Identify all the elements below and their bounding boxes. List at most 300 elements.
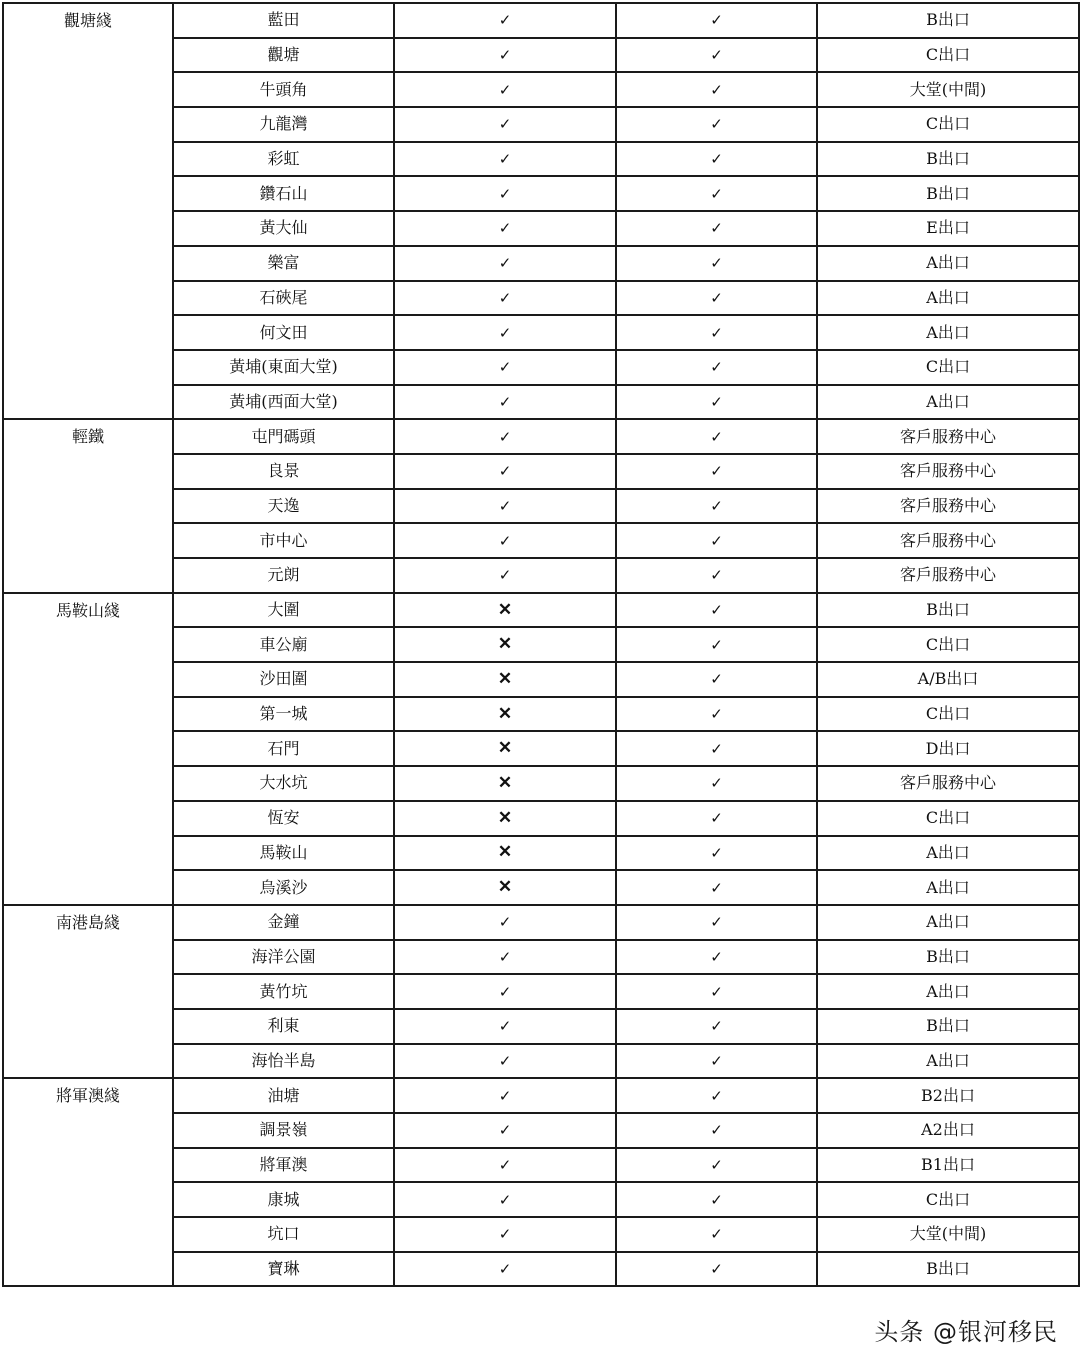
check-icon: ✓ <box>710 427 723 446</box>
location-cell <box>817 731 1079 766</box>
cross-icon: ✕ <box>497 703 513 724</box>
location-text: A出口 <box>926 842 970 862</box>
check-icon: ✓ <box>710 843 723 862</box>
line-name-cell: 觀塘綫 <box>3 3 173 419</box>
check-icon: ✓ <box>498 46 512 65</box>
station-name: 利東 <box>267 1016 300 1036</box>
station-name-cell <box>173 142 394 177</box>
station-name: 康城 <box>267 1189 300 1209</box>
mark-cell-1 <box>394 905 616 940</box>
check-icon: ✓ <box>498 1156 512 1175</box>
table-row <box>3 3 1079 38</box>
mark-cell-1 <box>394 72 616 107</box>
check-icon: ✓ <box>710 150 723 169</box>
check-icon: ✓ <box>710 878 723 897</box>
station-name-cell <box>173 3 394 38</box>
location-cell <box>817 1078 1079 1113</box>
location-cell <box>817 3 1079 38</box>
cross-icon: ✕ <box>497 738 513 759</box>
location-text: A出口 <box>926 253 970 273</box>
station-name-cell <box>173 766 394 801</box>
mark-cell-2 <box>616 350 817 385</box>
location-cell <box>817 627 1079 662</box>
mark-cell-2 <box>616 419 817 454</box>
mark-cell-2 <box>616 1182 817 1217</box>
location-cell <box>817 836 1079 871</box>
check-icon: ✓ <box>498 1121 512 1140</box>
station-name-cell <box>173 38 394 73</box>
location-text: 大堂(中間) <box>909 1224 987 1244</box>
mark-cell-2 <box>616 1044 817 1079</box>
line-name-cell: 南港島綫 <box>3 905 173 1078</box>
station-name: 大圍 <box>267 600 300 620</box>
mark-cell-1 <box>394 558 616 593</box>
location-cell <box>817 246 1079 281</box>
mark-cell-2 <box>616 454 817 489</box>
station-name-cell <box>173 72 394 107</box>
station-name-cell <box>173 1009 394 1044</box>
check-icon: ✓ <box>498 392 512 411</box>
check-icon: ✓ <box>710 288 723 307</box>
mark-cell-2 <box>616 1252 817 1287</box>
mark-cell-2 <box>616 731 817 766</box>
mark-cell-1 <box>394 142 616 177</box>
station-name-cell <box>173 246 394 281</box>
mark-cell-1 <box>394 870 616 905</box>
mark-cell-1 <box>394 836 616 871</box>
check-icon: ✓ <box>498 947 512 966</box>
mark-cell-1 <box>394 1182 616 1217</box>
location-text: A出口 <box>926 391 970 411</box>
location-cell <box>817 905 1079 940</box>
location-text: C出口 <box>925 45 971 65</box>
location-cell <box>817 1182 1079 1217</box>
check-icon: ✓ <box>498 80 512 99</box>
mark-cell-2 <box>616 662 817 697</box>
check-icon: ✓ <box>710 1225 723 1244</box>
check-icon: ✓ <box>710 566 723 585</box>
location-text: 客戶服務中心 <box>899 530 996 550</box>
check-icon: ✓ <box>710 774 723 793</box>
location-text: B2出口 <box>921 1085 975 1105</box>
location-cell <box>817 801 1079 836</box>
mark-cell-1 <box>394 489 616 524</box>
location-text: B出口 <box>926 1259 970 1279</box>
location-cell <box>817 558 1079 593</box>
station-name-cell <box>173 697 394 732</box>
station-name: 黃竹坑 <box>259 981 308 1001</box>
mark-cell-1 <box>394 176 616 211</box>
mark-cell-1 <box>394 801 616 836</box>
mark-cell-2 <box>616 836 817 871</box>
location-text: A出口 <box>926 1050 970 1070</box>
station-name-cell <box>173 870 394 905</box>
location-cell <box>817 107 1079 142</box>
station-name: 牛頭角 <box>259 79 308 99</box>
station-name: 金鐘 <box>267 912 300 932</box>
check-icon: ✓ <box>498 462 512 481</box>
check-icon: ✓ <box>710 115 723 134</box>
station-name: 黃埔(西面大堂) <box>229 391 338 411</box>
check-icon: ✓ <box>710 1051 723 1070</box>
mark-cell-2 <box>616 697 817 732</box>
station-name: 樂富 <box>267 253 300 273</box>
mark-cell-1 <box>394 419 616 454</box>
location-cell <box>817 1252 1079 1287</box>
location-cell <box>817 1044 1079 1079</box>
mark-cell-1 <box>394 1252 616 1287</box>
station-name: 黃埔(東面大堂) <box>229 357 338 377</box>
location-cell <box>817 176 1079 211</box>
cross-icon: ✕ <box>497 772 513 793</box>
station-name-cell <box>173 1113 394 1148</box>
mark-cell-2 <box>616 1148 817 1183</box>
location-cell <box>817 974 1079 1009</box>
cross-icon: ✕ <box>497 599 513 620</box>
check-icon: ✓ <box>498 254 512 273</box>
location-text: D出口 <box>925 738 971 758</box>
station-name-cell <box>173 836 394 871</box>
check-icon: ✓ <box>498 1225 512 1244</box>
station-name: 海怡半島 <box>251 1050 316 1070</box>
check-icon: ✓ <box>710 531 723 550</box>
mark-cell-2 <box>616 905 817 940</box>
station-name: 元朗 <box>267 565 300 585</box>
station-name: 九龍灣 <box>259 114 308 134</box>
mark-cell-1 <box>394 454 616 489</box>
mark-cell-1 <box>394 211 616 246</box>
location-cell <box>817 1148 1079 1183</box>
station-name-cell <box>173 1217 394 1252</box>
station-name-cell <box>173 176 394 211</box>
location-text: B出口 <box>926 10 970 30</box>
station-name: 彩虹 <box>267 149 300 169</box>
location-cell <box>817 1113 1079 1148</box>
station-name: 恆安 <box>267 808 300 828</box>
location-text: 大堂(中間) <box>909 79 987 99</box>
check-icon: ✓ <box>498 150 512 169</box>
mark-cell-1 <box>394 697 616 732</box>
station-name: 屯門碼頭 <box>251 426 316 446</box>
location-cell <box>817 350 1079 385</box>
check-icon: ✓ <box>710 982 723 1001</box>
station-name: 車公廟 <box>259 634 308 654</box>
mark-cell-2 <box>616 142 817 177</box>
check-icon: ✓ <box>710 496 723 515</box>
station-name: 沙田圍 <box>259 669 308 689</box>
table-row <box>3 593 1079 628</box>
location-cell <box>817 766 1079 801</box>
station-name-cell <box>173 940 394 975</box>
location-text: A出口 <box>926 287 970 307</box>
mark-cell-2 <box>616 974 817 1009</box>
check-icon: ✓ <box>710 913 723 932</box>
check-icon: ✓ <box>710 254 723 273</box>
station-name: 何文田 <box>259 322 308 342</box>
mark-cell-2 <box>616 38 817 73</box>
check-icon: ✓ <box>710 392 723 411</box>
check-icon: ✓ <box>710 358 723 377</box>
station-name-cell <box>173 1044 394 1079</box>
station-name: 馬鞍山 <box>259 842 308 862</box>
location-text: A2出口 <box>921 1120 975 1140</box>
station-name-cell <box>173 731 394 766</box>
check-icon: ✓ <box>710 46 723 65</box>
mark-cell-1 <box>394 662 616 697</box>
check-icon: ✓ <box>710 462 723 481</box>
mark-cell-1 <box>394 38 616 73</box>
station-name-cell <box>173 1252 394 1287</box>
mark-cell-1 <box>394 1044 616 1079</box>
station-name-cell <box>173 905 394 940</box>
mark-cell-1 <box>394 731 616 766</box>
location-text: 客戶服務中心 <box>899 495 996 515</box>
location-cell <box>817 281 1079 316</box>
check-icon: ✓ <box>710 601 723 620</box>
cross-icon: ✕ <box>497 807 513 828</box>
station-name-cell <box>173 523 394 558</box>
location-text: B出口 <box>926 946 970 966</box>
mark-cell-2 <box>616 315 817 350</box>
mark-cell-1 <box>394 350 616 385</box>
station-name-cell <box>173 662 394 697</box>
check-icon: ✓ <box>498 913 512 932</box>
mark-cell-2 <box>616 940 817 975</box>
station-name-cell <box>173 350 394 385</box>
check-icon: ✓ <box>498 427 512 446</box>
mark-cell-2 <box>616 72 817 107</box>
mark-cell-2 <box>616 1078 817 1113</box>
check-icon: ✓ <box>710 670 723 689</box>
station-name: 鑽石山 <box>259 183 308 203</box>
location-text: B出口 <box>926 183 970 203</box>
station-name: 石硤尾 <box>259 287 308 307</box>
station-name: 藍田 <box>267 10 300 30</box>
station-table-body <box>3 3 1079 1286</box>
station-name: 海洋公園 <box>251 946 316 966</box>
mark-cell-2 <box>616 1217 817 1252</box>
station-name-cell <box>173 974 394 1009</box>
check-icon: ✓ <box>498 531 512 550</box>
station-name-cell <box>173 385 394 420</box>
check-icon: ✓ <box>710 80 723 99</box>
check-icon: ✓ <box>498 1190 512 1209</box>
station-name: 石門 <box>267 738 300 758</box>
station-name-cell <box>173 627 394 662</box>
location-text: B出口 <box>926 149 970 169</box>
line-name-cell: 輕鐵 <box>3 419 173 592</box>
location-cell <box>817 489 1079 524</box>
station-name-cell <box>173 593 394 628</box>
table-row <box>3 905 1079 940</box>
mark-cell-2 <box>616 801 817 836</box>
location-cell <box>817 697 1079 732</box>
check-icon: ✓ <box>498 219 512 238</box>
location-cell <box>817 72 1079 107</box>
table-row <box>3 1078 1079 1113</box>
location-text: A出口 <box>926 981 970 1001</box>
station-name: 將軍澳 <box>259 1155 308 1175</box>
mark-cell-2 <box>616 489 817 524</box>
check-icon: ✓ <box>710 1190 723 1209</box>
location-text: C出口 <box>925 704 971 724</box>
mark-cell-1 <box>394 1078 616 1113</box>
station-name: 坑口 <box>267 1224 300 1244</box>
location-text: 客戶服務中心 <box>899 565 996 585</box>
mark-cell-1 <box>394 940 616 975</box>
location-cell <box>817 523 1079 558</box>
station-name-cell <box>173 1182 394 1217</box>
mark-cell-1 <box>394 385 616 420</box>
station-name: 第一城 <box>259 704 308 724</box>
mark-cell-2 <box>616 627 817 662</box>
mark-cell-1 <box>394 281 616 316</box>
station-name-cell <box>173 211 394 246</box>
station-name-cell <box>173 801 394 836</box>
location-text: C出口 <box>925 114 971 134</box>
mark-cell-1 <box>394 766 616 801</box>
check-icon: ✓ <box>498 496 512 515</box>
location-text: B出口 <box>926 600 970 620</box>
check-icon: ✓ <box>498 11 512 30</box>
check-icon: ✓ <box>710 1017 723 1036</box>
check-icon: ✓ <box>710 739 723 758</box>
mark-cell-2 <box>616 1113 817 1148</box>
check-icon: ✓ <box>710 1260 723 1279</box>
check-icon: ✓ <box>710 809 723 828</box>
check-icon: ✓ <box>710 947 723 966</box>
location-cell <box>817 1217 1079 1252</box>
check-icon: ✓ <box>710 1086 723 1105</box>
cross-icon: ✕ <box>497 842 513 863</box>
mark-cell-2 <box>616 3 817 38</box>
station-name: 黃大仙 <box>259 218 308 238</box>
check-icon: ✓ <box>710 705 723 724</box>
check-icon: ✓ <box>710 635 723 654</box>
station-name: 大水坑 <box>259 773 308 793</box>
check-icon: ✓ <box>498 1017 512 1036</box>
mark-cell-1 <box>394 974 616 1009</box>
cross-icon: ✕ <box>497 634 513 655</box>
mark-cell-2 <box>616 107 817 142</box>
mark-cell-2 <box>616 246 817 281</box>
station-name: 寶琳 <box>267 1259 300 1279</box>
location-text: 客戶服務中心 <box>899 426 996 446</box>
location-cell <box>817 662 1079 697</box>
mark-cell-1 <box>394 107 616 142</box>
mark-cell-1 <box>394 246 616 281</box>
line-name-cell: 馬鞍山綫 <box>3 593 173 905</box>
station-name: 良景 <box>267 461 300 481</box>
station-name-cell <box>173 419 394 454</box>
cross-icon: ✕ <box>497 877 513 898</box>
location-text: 客戶服務中心 <box>899 461 996 481</box>
mark-cell-1 <box>394 523 616 558</box>
location-text: B1出口 <box>921 1155 975 1175</box>
location-cell <box>817 940 1079 975</box>
mark-cell-2 <box>616 766 817 801</box>
location-text: C出口 <box>925 1189 971 1209</box>
check-icon: ✓ <box>498 358 512 377</box>
location-cell <box>817 211 1079 246</box>
location-cell <box>817 870 1079 905</box>
mark-cell-2 <box>616 870 817 905</box>
mark-cell-1 <box>394 593 616 628</box>
check-icon: ✓ <box>498 1260 512 1279</box>
check-icon: ✓ <box>498 184 512 203</box>
location-text: A出口 <box>926 322 970 342</box>
location-cell <box>817 419 1079 454</box>
location-cell <box>817 454 1079 489</box>
check-icon: ✓ <box>498 566 512 585</box>
location-text: A出口 <box>926 912 970 932</box>
station-name: 調景嶺 <box>259 1120 308 1140</box>
station-name: 烏溪沙 <box>259 877 308 897</box>
location-text: B出口 <box>926 1016 970 1036</box>
mark-cell-2 <box>616 593 817 628</box>
station-name: 油塘 <box>267 1085 300 1105</box>
station-name-cell <box>173 454 394 489</box>
location-cell <box>817 142 1079 177</box>
station-name-cell <box>173 1078 394 1113</box>
mark-cell-2 <box>616 385 817 420</box>
mark-cell-2 <box>616 211 817 246</box>
check-icon: ✓ <box>498 288 512 307</box>
mark-cell-1 <box>394 1217 616 1252</box>
location-text: E出口 <box>926 218 970 238</box>
mark-cell-2 <box>616 176 817 211</box>
check-icon: ✓ <box>710 323 723 342</box>
check-icon: ✓ <box>710 1156 723 1175</box>
mark-cell-2 <box>616 1009 817 1044</box>
location-text: A/B出口 <box>917 669 979 689</box>
mark-cell-1 <box>394 1113 616 1148</box>
location-text: A出口 <box>926 877 970 897</box>
location-text: 客戶服務中心 <box>899 773 996 793</box>
mark-cell-2 <box>616 281 817 316</box>
station-name: 觀塘 <box>267 45 300 65</box>
check-icon: ✓ <box>710 184 723 203</box>
station-name-cell <box>173 107 394 142</box>
mark-cell-1 <box>394 3 616 38</box>
location-text: C出口 <box>925 357 971 377</box>
check-icon: ✓ <box>498 1086 512 1105</box>
station-name-cell <box>173 489 394 524</box>
check-icon: ✓ <box>498 323 512 342</box>
station-name: 天逸 <box>267 495 300 515</box>
mark-cell-1 <box>394 627 616 662</box>
station-name: 市中心 <box>259 530 308 550</box>
check-icon: ✓ <box>498 982 512 1001</box>
location-text: C出口 <box>925 808 971 828</box>
station-name-cell <box>173 1148 394 1183</box>
check-icon: ✓ <box>710 219 723 238</box>
station-name-cell <box>173 281 394 316</box>
location-cell <box>817 593 1079 628</box>
mark-cell-2 <box>616 523 817 558</box>
location-cell <box>817 1009 1079 1044</box>
check-icon: ✓ <box>498 115 512 134</box>
check-icon: ✓ <box>710 11 723 30</box>
location-cell <box>817 315 1079 350</box>
mark-cell-1 <box>394 1009 616 1044</box>
location-text: C出口 <box>925 634 971 654</box>
mark-cell-2 <box>616 558 817 593</box>
check-icon: ✓ <box>498 1051 512 1070</box>
station-name-cell <box>173 558 394 593</box>
mark-cell-1 <box>394 1148 616 1183</box>
line-name-cell: 將軍澳綫 <box>3 1078 173 1286</box>
